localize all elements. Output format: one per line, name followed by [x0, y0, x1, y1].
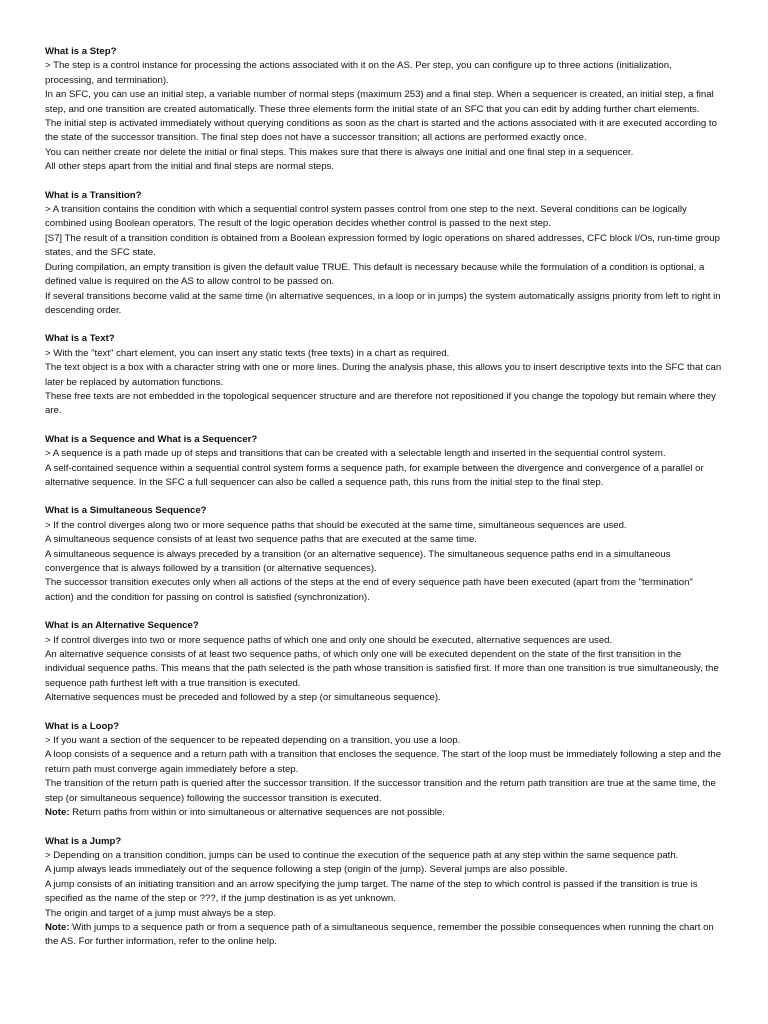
paragraph-text: These free texts are not embedded in the topological sequencer structure and are therefore not repositioned if you change the topology but remain where they are. — [45, 390, 716, 417]
section — [45, 619, 723, 705]
paragraph-text: A self-contained sequence within a sequential control system forms a sequence path, for example between the divergence and convergence of a parallel or alternative sequence. In the SFC a full sequencer can also be called a sequence path, this runs from the initial step to the final step. — [45, 462, 704, 488]
section-heading: What is a Transition? — [45, 189, 142, 201]
paragraph — [45, 361, 723, 390]
paragraph — [45, 533, 723, 547]
paragraph-text: > A transition contains the condition with which a sequential control system passes control from one step to the next. Several conditions can be logically combined using Boolean operators. The result of the logic operation decides whether control is passed to the next step. — [45, 204, 687, 230]
paragraph — [45, 849, 723, 863]
paragraph — [45, 117, 723, 146]
section-heading: What is a Simultaneous Sequence? — [45, 505, 207, 517]
paragraph — [45, 390, 723, 419]
paragraph — [45, 878, 723, 907]
paragraph-text: You can neither create nor delete the initial or final steps. This makes sure that there is always one initial and one final step in a sequencer. — [45, 146, 634, 158]
section-heading: What is a Step? — [45, 46, 117, 57]
paragraph — [45, 261, 723, 290]
paragraph-text: A simultaneous sequence is always preceded by a transition (or an alternative sequence). The simultaneous sequence paths end in a simultaneous convergence that is always followed by a transition (or alternative sequences). — [45, 548, 671, 574]
paragraph — [45, 447, 723, 461]
section — [45, 332, 723, 418]
document-body — [45, 45, 723, 964]
paragraph-text: In an SFC, you can use an initial step, a variable number of normal steps (maximum 253) and a final step. When a sequencer is created, an initial step, a final step, and one transition are created automatically. These three elements form the initial state of an SFC that you can edit by adding further chart elements. — [45, 89, 714, 115]
paragraph-text: A jump always leads immediately out of the sequence following a step (origin of the jump). Several jumps are also possible. — [45, 864, 568, 876]
paragraph — [45, 576, 723, 605]
paragraph-text: > A sequence is a path made up of steps and transitions that can be created with a selectable length and inserted in the sequential control system. — [45, 448, 666, 460]
paragraph — [45, 203, 723, 232]
paragraph — [45, 548, 723, 577]
section — [45, 189, 723, 319]
paragraph-text: A loop consists of a sequence and a return path with a transition that encloses the sequence. The start of the loop must be immediately following a step and the return path must converge again immediately before a step. — [45, 749, 722, 775]
paragraph — [45, 634, 723, 648]
paragraph-text: All other steps apart from the initial and final steps are normal steps. — [45, 161, 335, 173]
section-heading: What is a Text? — [45, 333, 115, 345]
paragraph-text: The initial step is activated immediately without querying conditions as soon as the chart is started and the actions associated with it are executed according to the state of the successor transition. The final step does not have a successor transition; all actions are performed exactly once. — [45, 118, 717, 144]
paragraph — [45, 921, 723, 950]
paragraph-text: The origin and target of a jump must always be a step. — [45, 907, 276, 919]
paragraph — [45, 519, 723, 533]
paragraph-text: The text object is a box with a character string with one or more lines. During the analysis phase, this allows you to insert descriptive texts into the SFC that can later be replaced by automation functions. — [45, 362, 722, 388]
paragraph-text: Return paths from within or into simultaneous or alternative sequences are not possible. — [69, 807, 445, 819]
paragraph — [45, 59, 723, 88]
note-label: Note: — [45, 921, 70, 933]
paragraph-text: > With the "text" chart element, you can insert any static texts (free texts) in a chart as required. — [45, 347, 450, 359]
paragraph-text: [S7] The result of a transition condition is obtained from a Boolean expression formed by logic operations on shared addresses, CFC block I/Os, run-time group states, and the SFC state. — [45, 232, 720, 259]
note-label: Note: — [45, 807, 70, 819]
paragraph-text: The transition of the return path is queried after the successor transition. If the successor transition and the return path transition are true at the same time, the step (or simultaneous sequence) following the successor transition is executed. — [45, 778, 716, 804]
paragraph — [45, 146, 723, 160]
paragraph — [45, 88, 723, 117]
section — [45, 433, 723, 491]
section — [45, 720, 723, 821]
paragraph-text: > Depending on a transition condition, jumps can be used to continue the execution of the sequence path at any step within the same sequence path. — [45, 849, 679, 861]
paragraph — [45, 160, 723, 174]
paragraph — [45, 734, 723, 748]
paragraph — [45, 232, 723, 261]
paragraph-text: The successor transition executes only when all actions of the steps at the end of every sequence path have been executed (apart from the "termination" action) and the condition for passing on control is satisfied (synchronization). — [45, 577, 693, 603]
paragraph — [45, 462, 723, 491]
paragraph-text: A simultaneous sequence consists of at least two sequence paths that are executed at the same time. — [45, 534, 477, 546]
paragraph-text: If several transitions become valid at the same time (in alternative sequences, in a loop or in jumps) the system automatically assigns priority from left to right in descending order. — [45, 290, 721, 316]
paragraph — [45, 748, 723, 777]
paragraph-text: > If you want a section of the sequencer to be repeated depending on a transition, you use a loop. — [45, 735, 461, 747]
section-heading: What is a Jump? — [45, 835, 122, 847]
paragraph-text: > The step is a control instance for processing the actions associated with it on the AS. Per step, you can configure up to three actions (initialization, processing, and termination). — [45, 60, 672, 86]
paragraph-text: During compilation, an empty transition is given the default value TRUE. This default is necessary because while the formulation of a condition is optional, a defined value is required on the AS to allow control to be passed on. — [45, 261, 705, 288]
paragraph-text: A jump consists of an initiating transition and an arrow specifying the jump target. The name of the step to which control is passed if the transition is true is specified as the name of the step or ???, if the jump destination is as yet unknown. — [45, 878, 698, 905]
paragraph — [45, 777, 723, 806]
paragraph-text: > If the control diverges along two or more sequence paths that should be executed at the same time, simultaneous sequences are used. — [45, 519, 627, 531]
paragraph — [45, 691, 723, 705]
paragraph — [45, 863, 723, 877]
section — [45, 835, 723, 950]
paragraph — [45, 290, 723, 319]
section-heading: What is a Sequence and What is a Sequencer? — [45, 433, 258, 445]
section — [45, 504, 723, 605]
section-heading: What is a Loop? — [45, 720, 120, 732]
section-heading: What is an Alternative Sequence? — [45, 620, 199, 632]
paragraph — [45, 806, 723, 820]
paragraph-text: > If control diverges into two or more sequence paths of which one and only one should be executed, alternative sequences are used. — [45, 634, 613, 646]
paragraph — [45, 907, 723, 921]
paragraph — [45, 648, 723, 691]
paragraph-text: An alternative sequence consists of at least two sequence paths, of which only one will be executed dependent on the state of the first transition in the individual sequence paths. This means that the path selected is the path whose transition is satisfied first. If more than one transition is true simultaneously, the sequence path furthest left with a true transition is executed. — [45, 649, 719, 689]
paragraph — [45, 347, 723, 361]
paragraph-text: Alternative sequences must be preceded and followed by a step (or simultaneous sequence). — [45, 692, 441, 704]
paragraph-text: With jumps to a sequence path or from a sequence path of a simultaneous sequence, remember the possible consequences when running the chart on the AS. For further information, refer to the online help. — [45, 921, 714, 948]
section — [45, 45, 723, 175]
